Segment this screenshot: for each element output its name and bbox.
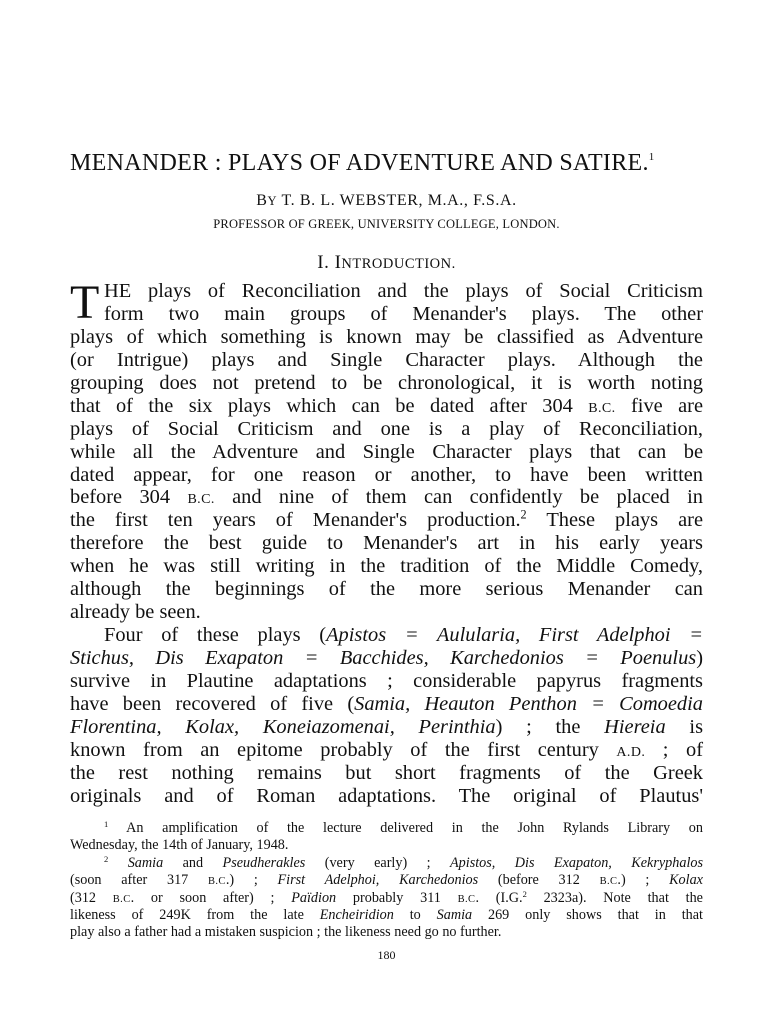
byline-by-rest: Y: [267, 194, 278, 208]
footnote-number: 2: [104, 853, 109, 864]
body-text-span: known from an epitome probably of the first century: [70, 738, 617, 761]
footnote-text: to: [393, 906, 437, 923]
section-number: I.: [317, 252, 335, 273]
footnote-text: (soon after 317: [70, 872, 208, 889]
body-text-span: five are: [615, 394, 703, 417]
footnote-text: (312: [70, 889, 113, 906]
article-title-text: MENANDER : PLAYS OF ADVENTURE AND SATIRE.: [70, 150, 649, 176]
body-line: [70, 509, 703, 532]
body-text-span: ): [696, 647, 703, 669]
era-abbrev: B.C.: [588, 400, 616, 416]
footnote-text: 269 only shows that in that: [472, 906, 703, 923]
body-line: form two main groups of Menander's plays. The other: [104, 302, 703, 325]
play-titles: Kolax: [669, 872, 703, 889]
byline-by-initial: B: [256, 192, 268, 209]
body-line: already be seen.: [70, 601, 201, 624]
title-footnote-marker[interactable]: 1: [648, 151, 655, 163]
play-titles: Florentina, Kolax, Koneiazomenai, Perinthia: [70, 715, 496, 738]
section-title-rest: NTRODUCTION.: [341, 256, 456, 272]
author-name: T. B. L. WEBSTER, M.A., F.S.A.: [277, 192, 517, 209]
footnote-number: 1: [104, 818, 109, 829]
footnote-line: [70, 907, 703, 924]
author-byline: [70, 192, 703, 210]
play-titles: Apistos = Aulularia, First Adelphoi =: [326, 624, 703, 647]
page-number: 180: [377, 948, 396, 962]
body-line: therefore the best guide to Menander's art in his early years: [70, 532, 703, 555]
body-line: [70, 647, 703, 670]
body-line: [70, 693, 703, 716]
footnote-text: likeness of 249K from the late: [70, 906, 320, 923]
body-text: [70, 276, 704, 808]
play-titles: Apistos, Dis Exapaton, Kekryphalos: [450, 854, 704, 871]
footnote-line: play also a father had a mistaken suspicion ; the likeness need go no further.: [70, 924, 502, 941]
play-titles: First Adelphoi, Karchedonios: [277, 872, 479, 889]
body-line: HE plays of Reconciliation and the plays of Social Criticism: [104, 280, 703, 302]
body-line: plays of Social Criticism and one is a play of Reconciliation,: [70, 417, 703, 440]
article-title: [70, 150, 703, 177]
footnote-text: . or soon after) ;: [130, 889, 292, 906]
play-titles: Pseudherakles: [222, 854, 306, 871]
footnote-text: probably 311: [336, 889, 458, 906]
footnote-line: [70, 890, 703, 907]
footnote-text: (before 312: [478, 872, 600, 889]
section-title-initial: I: [334, 252, 342, 273]
body-text-span: the first ten years of Menander's production.: [70, 509, 521, 532]
play-titles: Hiereia: [604, 715, 666, 738]
era-abbrev: B.C: [599, 876, 618, 888]
body-line: dated appear, for one reason or another, to have been written: [70, 463, 703, 486]
body-text-span: before 304: [70, 486, 188, 509]
body-line: [70, 624, 703, 647]
play-titles: Samia: [436, 906, 473, 923]
section-heading: [70, 252, 703, 274]
footnote-text: and: [163, 854, 223, 871]
body-text-span: and nine of them can confidently be placed in: [214, 486, 703, 509]
footnote-text: (very early) ;: [305, 854, 451, 871]
body-text-span: have been recovered of five (: [70, 692, 355, 715]
era-abbrev: B.C: [457, 893, 476, 905]
footnote-line: [70, 820, 703, 837]
drop-cap: T: [70, 276, 100, 329]
body-line: grouping does not pretend to be chronological, it is worth noting: [70, 371, 703, 394]
play-titles: Samia, Heauton Penthon = Comoedia: [354, 692, 703, 715]
body-line: the rest nothing remains but short fragments of the Greek: [70, 761, 703, 784]
body-text-span: is: [665, 715, 704, 738]
body-line: while all the Adventure and Single Character plays that can be: [70, 440, 703, 463]
footnote-text: 2: [522, 888, 527, 899]
body-text-span: that of the six plays which can be dated after 304: [70, 394, 589, 417]
body-line: (or Intrigue) plays and Single Character plays. Although the: [70, 348, 703, 371]
play-titles: Païdion: [291, 889, 337, 906]
era-abbrev: B.C: [112, 893, 131, 905]
era-abbrev: B.C.: [187, 492, 215, 508]
footnote-line: Wednesday, the 14th of January, 1948.: [70, 837, 289, 854]
author-affiliation: PROFESSOR OF GREEK, UNIVERSITY COLLEGE, LONDON.: [213, 217, 560, 231]
era-abbrev: A.D.: [616, 744, 646, 760]
footnote-text: .) ;: [225, 872, 278, 889]
body-text-span: ) ; the: [495, 715, 605, 738]
body-text-span: These plays are: [526, 509, 704, 532]
footnote-text: An amplification of the lecture delivered in the John Rylands Library on: [108, 820, 703, 836]
body-line: [70, 395, 703, 418]
body-text-span: Four of these plays (: [104, 624, 327, 647]
footnote-line: [70, 872, 703, 889]
footnote-line: [70, 855, 703, 872]
body-line: when he was still writing in the tradition of the Middle Comedy,: [70, 555, 703, 578]
body-text-span: ; of: [645, 738, 703, 761]
body-line: survive in Plautine adaptations ; considerable papyrus fragments: [70, 669, 703, 692]
play-titles: Encheiridion: [319, 906, 394, 923]
body-line: [70, 739, 703, 762]
footnotes: [70, 820, 703, 942]
body-line: [70, 716, 703, 739]
play-titles: Stichus, Dis Exapaton = Bacchides, Karchedonios = Poenulus: [70, 647, 697, 669]
body-line: originals and of Roman adaptations. The original of Plautus': [70, 784, 703, 807]
footnote-text: .) ;: [617, 872, 670, 889]
footnote-text: 2323a). Note that the: [526, 889, 703, 906]
body-line: plays of which something is known may be classified as Adventure: [70, 325, 703, 348]
era-abbrev: B.C: [207, 876, 226, 888]
body-line: although the beginnings of the more serious Menander can: [70, 578, 703, 601]
footnote-marker[interactable]: 2: [520, 508, 527, 523]
footnote-text: . (I.G.: [475, 889, 523, 906]
play-titles: Samia: [127, 854, 164, 871]
body-line: [70, 486, 703, 509]
